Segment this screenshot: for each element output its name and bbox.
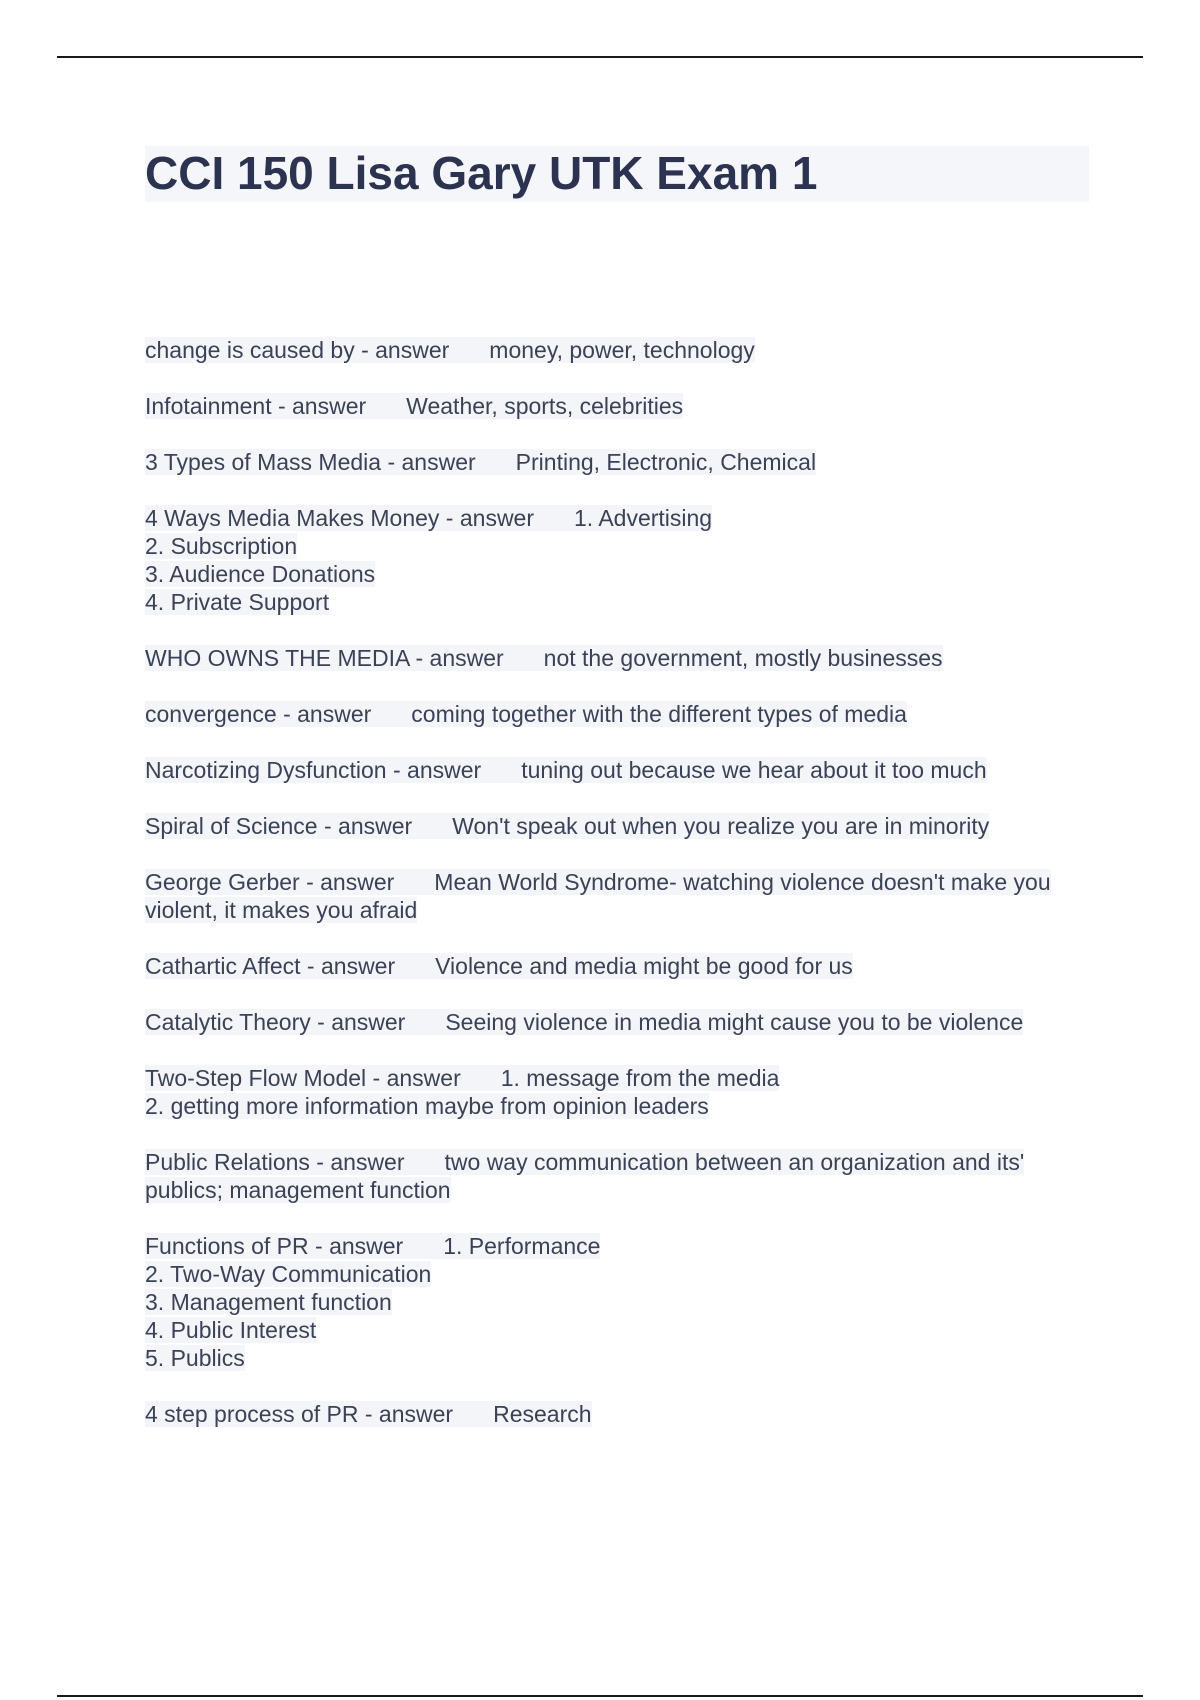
qa-term: Narcotizing Dysfunction - answer	[145, 757, 482, 783]
qa-entry	[145, 700, 1089, 728]
qa-entry	[145, 336, 1089, 364]
qa-term: 3 Types of Mass Media - answer	[145, 449, 476, 475]
qa-entry	[145, 868, 1089, 924]
qa-term: 4 Ways Media Makes Money - answer	[145, 505, 535, 531]
qa-entry	[145, 1400, 1089, 1428]
qa-answer: Mean World Syndrome- watching violence doesn't make you violent, it makes you afraid	[145, 869, 1051, 923]
qa-answer: 1. Advertising 2. Subscription 3. Audience Donations 4. Private Support	[145, 505, 713, 615]
qa-term: Cathartic Affect - answer	[145, 953, 396, 979]
qa-list	[145, 336, 1089, 1456]
qa-term: WHO OWNS THE MEDIA - answer	[145, 645, 504, 671]
qa-entry	[145, 504, 1089, 616]
qa-answer: 1. message from the media 2. getting more information maybe from opinion leaders	[145, 1065, 780, 1119]
qa-term: Two-Step Flow Model - answer	[145, 1065, 461, 1091]
qa-answer: 1. Performance 2. Two-Way Communication 3. Management function 4. Public Interest 5. Publics	[145, 1233, 601, 1371]
qa-answer: not the government, mostly businesses	[543, 645, 943, 671]
qa-answer: Weather, sports, celebrities	[406, 393, 684, 419]
qa-entry	[145, 812, 1089, 840]
qa-answer: Seeing violence in media might cause you to be violence	[445, 1009, 1024, 1035]
qa-entry	[145, 1008, 1089, 1036]
qa-entry	[145, 952, 1089, 980]
qa-term: Catalytic Theory - answer	[145, 1009, 406, 1035]
qa-answer: Printing, Electronic, Chemical	[515, 449, 817, 475]
document-title: CCI 150 Lisa Gary UTK Exam 1	[145, 147, 818, 199]
qa-entry	[145, 392, 1089, 420]
top-rule	[57, 56, 1143, 58]
qa-term: change is caused by - answer	[145, 337, 450, 363]
qa-term: 4 step process of PR - answer	[145, 1401, 454, 1427]
qa-answer: two way communication between an organization and its' publics; management function	[145, 1149, 1025, 1203]
qa-entry	[145, 1232, 1089, 1372]
qa-answer: Won't speak out when you realize you are in minority	[452, 813, 990, 839]
qa-entry	[145, 1148, 1089, 1204]
qa-entry	[145, 448, 1089, 476]
qa-answer: money, power, technology	[489, 337, 755, 363]
qa-entry	[145, 644, 1089, 672]
qa-term: Functions of PR - answer	[145, 1233, 404, 1259]
qa-answer: Research	[493, 1401, 592, 1427]
qa-term: Public Relations - answer	[145, 1149, 405, 1175]
qa-answer: coming together with the different types of media	[411, 701, 907, 727]
qa-term: Infotainment - answer	[145, 393, 367, 419]
qa-term: George Gerber - answer	[145, 869, 395, 895]
qa-entry	[145, 756, 1089, 784]
qa-answer: Violence and media might be good for us	[435, 953, 853, 979]
qa-term: Spiral of Science - answer	[145, 813, 413, 839]
qa-entry	[145, 1064, 1089, 1120]
qa-answer: tuning out because we hear about it too much	[521, 757, 987, 783]
qa-term: convergence - answer	[145, 701, 372, 727]
bottom-rule	[57, 1695, 1143, 1697]
